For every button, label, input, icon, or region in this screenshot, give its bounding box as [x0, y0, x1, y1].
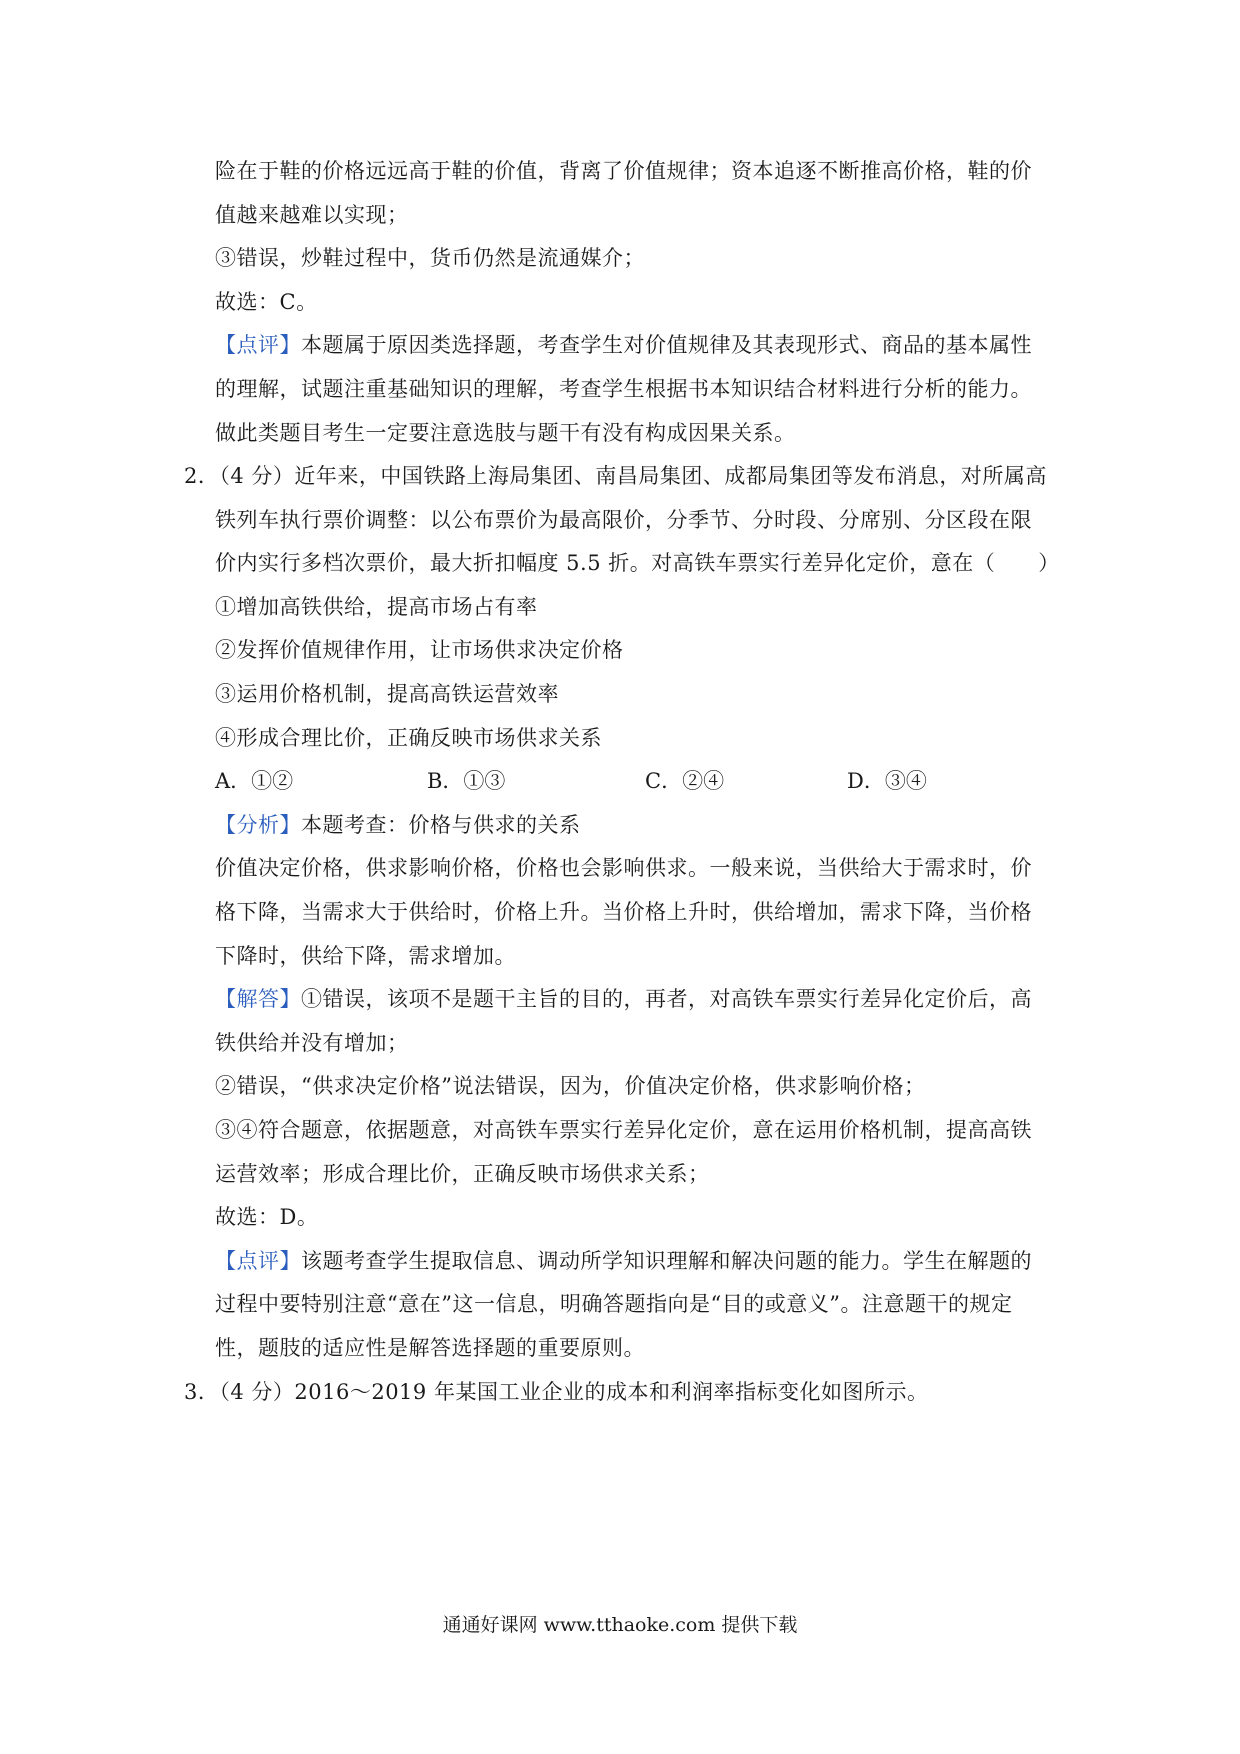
q1-comment-line: 的理解，试题注重基础知识的理解，考查学生根据书本知识结合材料进行分析的能力。: [215, 377, 1032, 401]
q2-option-4: ④形成合理比价，正确反映市场供求关系: [215, 726, 602, 750]
q1-analysis-line: 值越来越难以实现；: [215, 203, 409, 227]
q2-option-2: ②发挥价值规律作用，让市场供求决定价格: [215, 638, 624, 662]
solution-text: ①错误，该项不是题干主旨的目的，再者，对高铁车票实行差异化定价后，高: [301, 987, 1032, 1011]
q2-answer: 故选：D。: [215, 1205, 319, 1229]
q3-stem-line: 3．（4 分）2016～2019 年某国工业企业的成本和利润率指标变化如图所示。: [184, 1380, 929, 1404]
q2-analysis-line: 价值决定价格，供求影响价格，价格也会影响供求。一般来说，当供给大于需求时，价: [215, 856, 1032, 880]
comment-text: 本题属于原因类选择题，考查学生对价值规律及其表现形式、商品的基本属性: [301, 333, 1032, 357]
choice-b: B．①③: [427, 769, 506, 793]
q2-option-1: ①增加高铁供给，提高市场占有率: [215, 595, 538, 619]
analysis-tag: 【分析】: [215, 813, 301, 837]
q2-solution: [215, 984, 1032, 1014]
q2-choices: [215, 766, 975, 796]
q1-answer: 故选：C。: [215, 290, 318, 314]
analysis-text: 本题考查：价格与供求的关系: [301, 813, 581, 837]
choice-a: A．①②: [215, 769, 294, 793]
solution-tag: 【解答】: [215, 987, 301, 1011]
q1-analysis-line: 险在于鞋的价格远远高于鞋的价值，背离了价值规律；资本追逐不断推高价格，鞋的价: [215, 159, 1032, 183]
q2-solution-line: ②错误，“供求决定价格”说法错误，因为，价值决定价格，供求影响价格；: [215, 1074, 926, 1098]
choice-c: C．②④: [645, 769, 725, 793]
q1-comment: [215, 330, 1032, 360]
q2-comment: [215, 1246, 1032, 1276]
q1-comment-line: 做此类题目考生一定要注意选肢与题干有没有构成因果关系。: [215, 421, 796, 445]
q2-solution-line: 铁供给并没有增加；: [215, 1031, 409, 1055]
q2-stem-line: 价内实行多档次票价，最大折扣幅度 5.5 折。对高铁车票实行差异化定价，意在（ ）: [215, 551, 1060, 575]
q2-analysis-line: 格下降，当需求大于供给时，价格上升。当价格上升时，供给增加，需求下降，当价格: [215, 900, 1032, 924]
comment-tag: 【点评】: [215, 333, 301, 357]
page-footer: 通通好课网 www.tthaoke.com 提供下载: [442, 1614, 798, 1636]
q2-solution-line: 运营效率；形成合理比价，正确反映市场供求关系；: [215, 1162, 710, 1186]
q1-analysis-line: ③错误，炒鞋过程中，货币仍然是流通媒介；: [215, 246, 645, 270]
comment-tag: 【点评】: [215, 1249, 301, 1273]
q2-stem-line: 铁列车执行票价调整：以公布票价为最高限价，分季节、分时段、分席别、分区段在限: [215, 508, 1032, 532]
q2-option-3: ③运用价格机制，提高高铁运营效率: [215, 682, 559, 706]
choice-d: D．③④: [847, 769, 927, 793]
q2-comment-line: 过程中要特别注意“意在”这一信息，明确答题指向是“目的或意义”。注意题干的规定: [215, 1292, 1013, 1316]
comment-text: 该题考查学生提取信息、调动所学知识理解和解决问题的能力。学生在解题的: [301, 1249, 1032, 1273]
q2-analysis: [215, 810, 581, 840]
q2-comment-line: 性，题肢的适应性是解答选择题的重要原则。: [215, 1336, 645, 1360]
q2-analysis-line: 下降时，供给下降，需求增加。: [215, 944, 516, 968]
q2-solution-line: ③④符合题意，依据题意，对高铁车票实行差异化定价，意在运用价格机制，提高高铁: [215, 1118, 1032, 1142]
q2-stem-line: 2．（4 分）近年来，中国铁路上海局集团、南昌局集团、成都局集团等发布消息，对所属高: [184, 464, 1047, 488]
